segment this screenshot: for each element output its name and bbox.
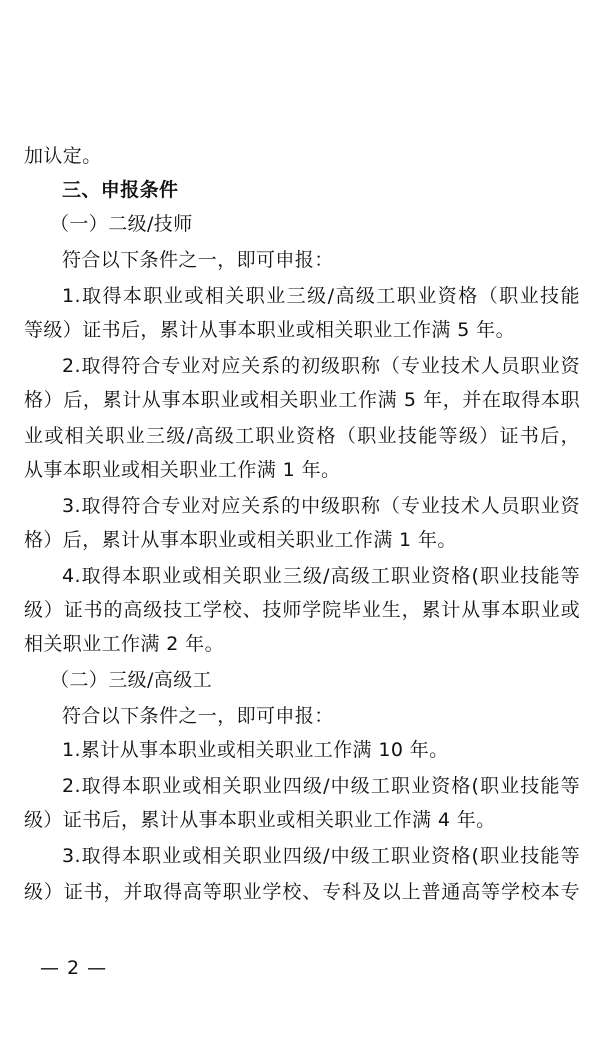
paragraph-line: 3.取得符合专业对应关系的中级职称（专业技术人员职业资 [62,495,580,517]
paragraph-line: 1.累计从事本职业或相关职业工作满 10 年。 [62,739,449,761]
paragraph-line: 2.取得本职业或相关职业四级/中级工职业资格(职业技能等 [62,775,580,797]
paragraph-line: 加认定。 [24,145,102,167]
paragraph-line: 3.取得本职业或相关职业四级/中级工职业资格(职业技能等 [62,845,580,867]
subsection-heading: （一）二级/技师 [50,213,193,235]
paragraph-line: 格）后，累计从事本职业或相关职业工作满 1 年。 [24,529,457,551]
paragraph-line: 格）后，累计从事本职业或相关职业工作满 5 年，并在取得本职 [24,389,580,411]
section-heading: 三、申报条件 [62,179,179,201]
paragraph-line: 级）证书后，累计从事本职业或相关职业工作满 4 年。 [24,809,496,831]
paragraph-line: 2.取得符合专业对应关系的初级职称（专业技术人员职业资 [62,355,580,377]
paragraph-line: 4.取得本职业或相关职业三级/高级工职业资格(职业技能等 [62,565,580,587]
paragraph-line: 从事本职业或相关职业工作满 1 年。 [24,459,341,481]
page-number: — 2 — [40,957,108,979]
paragraph-line: 符合以下条件之一，即可申报： [62,249,334,271]
paragraph-line: 业或相关职业三级/高级工职业资格（职业技能等级）证书后， [24,425,580,447]
subsection-heading: （二）三级/高级工 [50,669,213,691]
paragraph-line: 等级）证书后，累计从事本职业或相关职业工作满 5 年。 [24,319,515,341]
paragraph-line: 相关职业工作满 2 年。 [24,633,224,655]
paragraph-line: 符合以下条件之一，即可申报： [62,705,334,727]
paragraph-line: 级）证书，并取得高等职业学校、专科及以上普通高等学校本专 [24,881,580,903]
paragraph-line: 级）证书的高级技工学校、技师学院毕业生，累计从事本职业或 [24,599,580,621]
paragraph-line: 1.取得本职业或相关职业三级/高级工职业资格（职业技能 [62,285,580,307]
